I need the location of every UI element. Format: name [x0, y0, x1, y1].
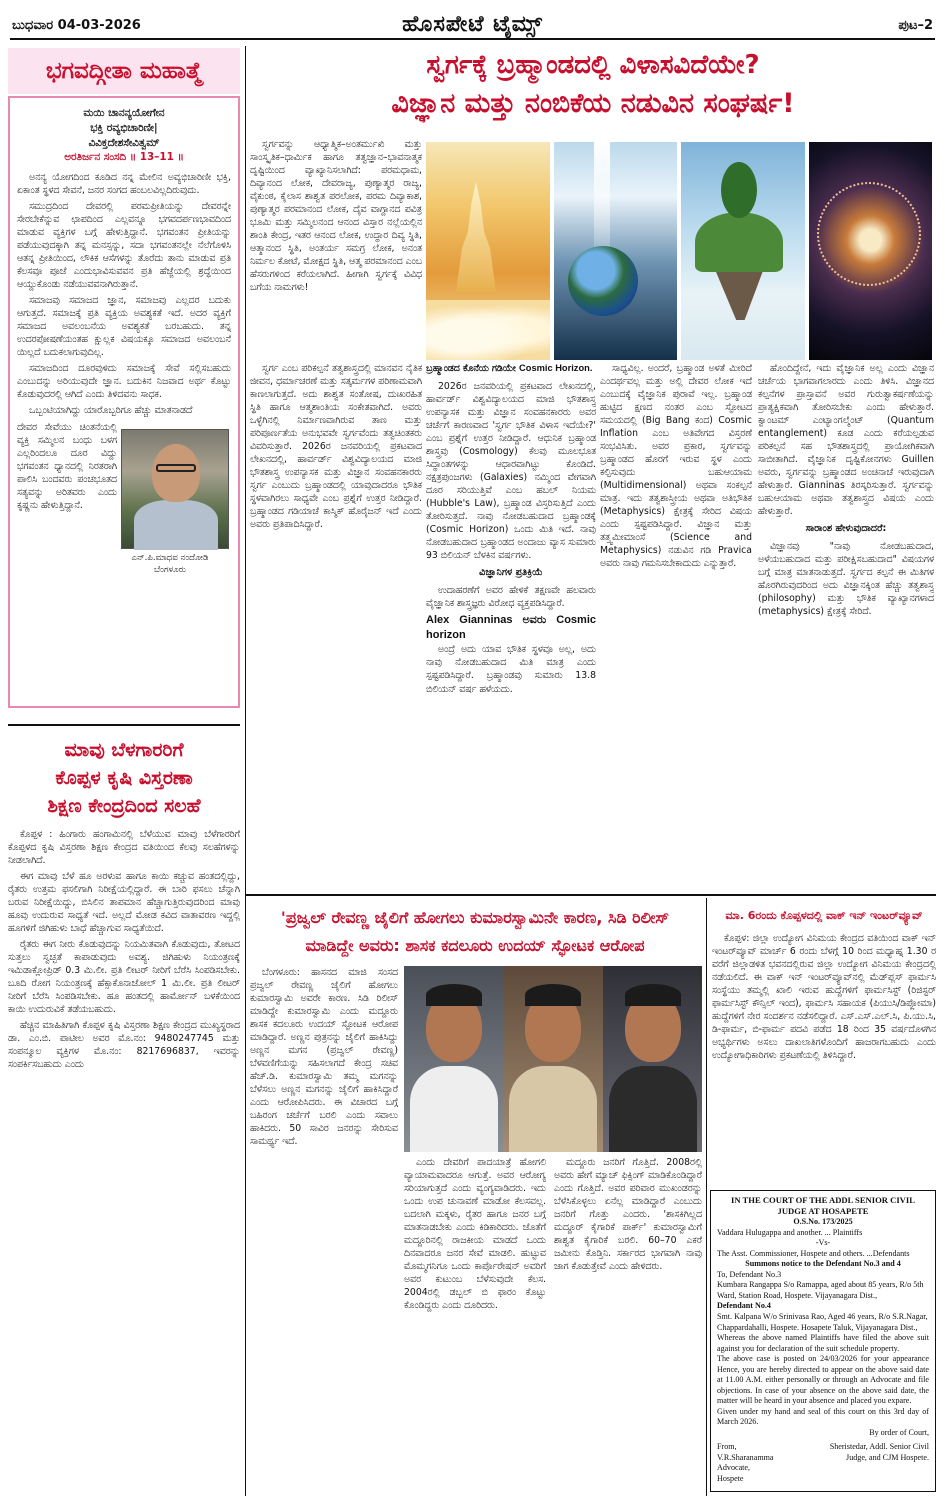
subheading: ಸಾರಾಂಶ ಹೇಳುವುದಾದರೆ: [805, 523, 887, 535]
politician-portrait [503, 966, 602, 1152]
paragraph: ಬೆಂಗಳೂರು: ಹಾಸನದ ಮಾಜಿ ಸಂಸದ ಪ್ರಜ್ವಲ್ ರೇವಣ್ಣ ಜೈಲಿಗೆ ಹೋಗಲು ಕುಮಾರಸ್ವಾಮಿ ಅವರೇ ಕಾರಣ. ಸಿಡಿ ರಿಲೀಸ್ ಮಾಡಿದ್ದೇ ಕುಮಾರಸ್ವಾಮಿ ಎಂದು ಮದ್ದೂರು ಶಾಸಕ ಕದಲೂರು ಉದಯ್ ಸ್ಫೋಟಕ ಆರೋಪ ಮಾಡಿದ್ದಾರೆ. ಅಣ್ಣನ ಪುತ್ರನನ್ನು ಜೈಲಿಗೆ ಹಾಕಿಸಿದ್ದು ಅಣ್ಣನ ಮಗನ (ಪ್ರಜ್ವಲ್ ರೇವಣ್ಣ) ಬೆಳವಣಿಗೆಯನ್ನು ಸಹಿಸಲಾಗದೆ ಕೇಂದ್ರ ಸಚಿವ ಹೆಚ್.ಡಿ. ಕುಮಾರಸ್ವಾಮಿ ತಮ್ಮ ಮಗನನ್ನು ಬೆಳೆಸಲು ಅಣ್ಣನ ಮಗನನ್ನು ಜೈಲಿಗೆ ಹಾಕಿಸಿದ್ದಾರೆ ಎಂದು ಆರೋಪಿಸಿದರು. ಈ ವಿಚಾರದ ಬಗ್ಗೆ ಬಹಿರಂಗ ಚರ್ಚೆಗೆ ಬರಲಿ ಎಂದು ಸವಾಲು ಹಾಕಿದರು. 50 ಸಾವಿರ ಜನರನ್ನು ಸೇರಿಸುವ ಸಾಮರ್ಥ್ಯ ಇದೆ. [250, 967, 398, 1148]
verse-line: ಭಕ್ತಿ ರವ್ಯಭಿಚಾರಿಣೀ| [90, 121, 158, 134]
cosmic-horizon-image [809, 142, 933, 360]
politicians-photo [404, 966, 702, 1152]
caption-text: ಬ್ರಹ್ಮಾಂಡದ ಕೊನೆಯ ಗಡಿಯೇ [426, 363, 516, 374]
krishi-body [8, 828, 240, 1488]
swarga-column [426, 380, 596, 880]
newspaper-brand: ಹೊಸಪೇಟೆ ಟೈಮ್ಸ್ [402, 12, 543, 37]
swarga-column [758, 362, 934, 878]
image-caption [426, 362, 596, 375]
defendant-4-label: Defendant No.4 [717, 1301, 771, 1311]
paragraph: ಅಂದ್ರೆ ಅದು ಯಾವ ಭೌತಿಕ ಸ್ಥಳವೂ ಅಲ್ಲ, ಅದು ನಾವು ನೋಡಬಹುದಾದ ಮಿತಿ ಮಾತ್ರ ಎಂದು ಸ್ಪಷ್ಟಪಡಿಸಿದ್ದಾರೆ. ಬ್ರಹ್ಮಾಂಡವು ಸುಮಾರು 13.8 ಬಿಲಿಯನ್ ವರ್ಷ ಹಳೆಯದು. [426, 644, 596, 695]
defendant-3-address: Kumbara Rangappa S/o Ramappa, aged about 85 years, R/o 5th Ward, Station Road, Hospete. Vijayanagara Dist., [717, 1280, 924, 1300]
gita-header [8, 48, 240, 94]
krishi-headline [8, 736, 240, 820]
walkin-body [712, 932, 936, 1186]
paragraph: ರೈತರು ಈಗ ನೀರು ಕೊಡುವುದನ್ನು ನಿಯಮಿತವಾಗಿ ಕೊಡುವುದು, ತೋಟದ ಸುತ್ತಲು ಸ್ವಚ್ಛತೆ ಕಾಪಾಡುವುದು ಅವಶ್ಯ. ಜಿಗಿಹುಳು ನಿಯಂತ್ರಣಕ್ಕೆ ಇಮಿಡಾಕ್ಲೋಪ್ರಿಡ್ 0.3 ಮಿ.ಲೀ. ಪ್ರತಿ ಲೀಟರ್ ನೀರಿಗೆ ಬೆರೆಸಿ ಸಿಂಪಡಿಸಬೇಕು. ಬೂದಿ ರೋಗ ನಿಯಂತ್ರಣಕ್ಕೆ ಹೆಕ್ಸಾಕೊನಾಜೋಲ್ 1 ಮಿ.ಲೀ. ಪ್ರತಿ ಲೀಟರ್ ನೀರಿಗೆ ಬೆರೆಸಿ ಸಿಂಪಡಿಸಬೇಕು. ಹೂ ಹಂತದಲ್ಲಿ ಹಾರ್ಮೋನ್ ಬಳಕೆಯಿಂದ ಕಾಯಿ ಉದುರುವಿಕೆ ತಡೆಯಬಹುದು. [8, 939, 240, 1016]
section-divider [8, 724, 240, 726]
paragraph: ಕೊಪ್ಪಳ : ಹಿಂಗಾರು ಹಂಗಾಮಿನಲ್ಲಿ ಬೆಳೆಯುವ ಮಾವು ಬೆಳೆಗಾರರಿಗೆ ಕೊಪ್ಪಳದ ಕೃಷಿ ವಿಸ್ತರಣಾ ಶಿಕ್ಷಣ ಕೇಂದ್ರದ ವತಿಯಿಂದ ಕೆಲವು ಸಲಹೆಗಳನ್ನು ನೀಡಲಾಗಿದೆ. [8, 829, 240, 867]
defendant-4-address: Smt. Kalpana W/o Srinivasa Rao, Aged 46 years, R/o S.R.Nagar, Chappardahalli, Hospete. Hosapete Taluk, Vijayanagara Dist., [717, 1311, 928, 1332]
notice-paragraph: The above case is posted on 24/03/2026 for your appearance Hence, you are hereby directed to appear on the above said date at 11.00 A.M. either personally or through an Advocate and file objections. In case of your absence on the above said date, the matter will be heard in your absence and placed you expare. [717, 1354, 929, 1406]
prajwal-column [250, 966, 398, 1492]
paragraph: 2026ರ ಜನವರಿಯಲ್ಲಿ ಪ್ರಕಟವಾದ ಲೇಖನದಲ್ಲಿ, ಹಾರ್ವರ್ಡ್ ವಿಶ್ವವಿದ್ಯಾಲಯದ ಮಾಜಿ ಭೌತಶಾಸ್ತ್ರ ಉಪನ್ಯಾಸಕ ಮತ್ತು ವಿಜ್ಞಾನ ಸಂವಹನಕಾರರು ಅವರ ಚರ್ಚೆಗೆ ಕಾರಣವಾದ 'ಸ್ವರ್ಗ ಭೌತಿಕ ವಿಳಾಸ ಇದೆಯೇ?' ಎಂಬ ಪ್ರಶ್ನೆಗೆ ಉತ್ತರ ನೀಡಿದ್ದಾರೆ. ಆಧುನಿಕ ಬ್ರಹ್ಮಾಂಡ ಶಾಸ್ತ್ರವು (Cosmology) ಕೆಲವು ಮೂಲಭೂತ ಸಿದ್ಧಾಂತಗಳನ್ನು ಆಧಾರವಾಗಿಟ್ಟು ಕೊಂಡಿದೆ. ನಕ್ಷತ್ರಪುಂಜಗಳು (Galaxies) ನಮ್ಮಿಂದ ವೇಗವಾಗಿ ದೂರ ಸರಿಯುತ್ತಿವೆ ಎಂಬ ಹಬಲ್ ನಿಯಮ (Hubble's Law), ಬ್ರಹ್ಮಾಂಡ ವಿಸ್ತರಿಸುತ್ತಿದೆ ಎಂದು ತೋರಿಸುತ್ತದೆ. ನಾವು ನೋಡಬಹುದಾದ ಬ್ರಹ್ಮಾಂಡಕ್ಕೆ (Cosmic Horizon) ಒಂದು ಮಿತಿ ಇದೆ. ನಾವು ನೋಡಬಹುದಾದ ಬ್ರಹ್ಮಾಂಡದ ಅಂದಾಜು ವ್ಯಾಸ ಸುಮಾರು 93 ಬಿಲಿಯನ್ ಬೆಳಕಿನ ವರ್ಷಗಳು. [426, 381, 596, 562]
author-byline [115, 553, 225, 576]
headline-line: ವಿಜ್ಞಾನ ಮತ್ತು ನಂಬಿಕೆಯ ನಡುವಿನ ಸಂಘರ್ಷ! [391, 88, 795, 119]
case-number: O.S.No. 173/2025 [793, 1217, 853, 1227]
summons-heading: Summons notice to the Defendant No.3 and 4 [745, 1259, 901, 1269]
signature-block [717, 1442, 929, 1484]
prajwal-column [404, 1156, 546, 1492]
paragraph: ಸಾಧ್ಯವಿಲ್ಲ. ಅಂದರೆ, ಬ್ರಹ್ಮಾಂಡ ಅಳತೆ ಮೀರಿದೆ ಎಂದರ್ಥವಲ್ಲ ಮತ್ತು ಅಲ್ಲಿ ದೇವರ ಲೋಕ ಇದೆ ಎಂಬುದಕ್ಕೆ ವೈಜ್ಞಾನಿಕ ಪುರಾವೆ ಇಲ್ಲ. ಬ್ರಹ್ಮಾಂಡ ಹುಟ್ಟಿದ ಕ್ಷಣದ ನಂತರ ಎಂಬ ಸ್ಫೋಟದ ಸಮಯದಲ್ಲಿ (Big Bang ಕಂದ) Cosmic Inflation ಎಂಬ ಅತಿವೇಗದ ವಿಸ್ತರಣೆ ಸಂಭವಿಸಿತು. ಅವರ ಪ್ರಕಾರ, ಸ್ವರ್ಗವನ್ನು ಬ್ರಹ್ಮಾಂಡದ ಹೊರಗೆ ಇರುವ ಸ್ಥಳ ಎಂದು ಕಲ್ಪಿಸುವುದು ಬಹುಆಯಾಮ (Multidimensional) ಅಥವಾ ಸಂಕಲ್ಪನೆ ಮಾತ್ರ. ಇದು ತತ್ವಶಾಸ್ತ್ರೀಯ ಅಥವಾ ಅತಿಭೌತಿಕ (Metaphysics) ಕ್ಷೇತ್ರಕ್ಕೆ ಸೇರಿದ ವಿಷಯ ಎಂದು ಸ್ಪಷ್ಟಪಡಿಸಿದ್ದಾರೆ. ವಿಜ್ಞಾನ ಮತ್ತು ತತ್ತ್ವಮೀಮಾಂಸೆ (Science and Metaphysics) ನಡುವಿನ ಗಡಿ Pravica ಅವರು ನಾವು ಗಮನಿಸಬೇಕಾದುದು ಎನ್ನುತ್ತಾರೆ. [600, 363, 752, 570]
prajwal-column [554, 1156, 702, 1492]
court-title: IN THE COURT OF THE ADDL SENIOR CIVIL JUDGE AT HOSAPETE [731, 1195, 915, 1217]
earth-light-image [554, 142, 678, 360]
plaintiffs: Vaddara Hulugappa and another. ... Plaintiffs [717, 1227, 863, 1237]
golden-heaven-image [426, 142, 550, 360]
issue-date: ಬುಧವಾರ 04-03-2026 [12, 18, 141, 33]
defendant-3-label: To, Defendant No.3 [717, 1269, 782, 1279]
paragraph: ಸ್ವರ್ಗ ಎಂಬ ಪರಿಕಲ್ಪನೆ ತತ್ವಶಾಸ್ತ್ರದಲ್ಲಿ ಮಾನವನ ನೈತಿಕ ಜೀವನ, ಧರ್ಮಾಚರಣೆ ಮತ್ತು ಸತ್ಕರ್ಮಗಳ ಪರಿಣಾಮವಾಗಿ ಕಾಣಲಾಗುತ್ತದೆ. ಅದು ಶಾಶ್ವತ ಸಂತೋಷ, ದುಃಖರಹಿತ ಸ್ಥಿತಿ ಹಾಗೂ ಆತ್ಮಶಾಂತಿಯ ಸಂಕೇತವಾಗಿದೆ. ಅವರು ಒಳ್ಳೆಗಿನಲ್ಲಿ ನಿರ್ಮಾಣವಾಗಿರುವ ತಾಣ ಮತ್ತು ಪರಿಪೂರ್ಣತೆಯ ಅನುಭವವೇ ಸ್ವರ್ಗವೆಂದು ತತ್ವಚಿಂತಕರು ವಿವರಿಸುತ್ತಾರೆ. 2026ರ ಜನವರಿಯಲ್ಲಿ ಪ್ರಕಟವಾದ ಲೇಖನದಲ್ಲಿ, ಹಾರ್ವರ್ಡ್ ವಿಶ್ವವಿದ್ಯಾಲಯದ ಮಾಜಿ ಭೌತಶಾಸ್ತ್ರ ಉಪನ್ಯಾಸಕ ಮತ್ತು ವಿಜ್ಞಾನ ಸಂವಹನಕಾರರು ಸ್ವರ್ಗ ಎಂಬುದು ಬ್ರಹ್ಮಾಂಡದಲ್ಲಿ ಯಾವುದಾದರೂ ಭೌತಿಕ ಸ್ಥಳವಾಗಿರಲು ಸಾಧ್ಯವೇ ಎಂಬ ಪ್ರಶ್ನೆಗೆ ಉತ್ತರ ನೀಡಿದ್ದಾರೆ. ಬ್ರಹ್ಮಾಂಡದ ಗಡಿಯಾಚೆ ಕಾಸ್ಮಿಕ್ ಹೊರೈಜನ್ ಇದೆ ಎಂದು ಅವರು ಪ್ರತಿಪಾದಿಸಿದ್ದಾರೆ. [250, 363, 422, 531]
headline-line: 'ಪ್ರಜ್ವಲ್ ರೇವಣ್ಣ ಜೈಲಿಗೆ ಹೋಗಲು ಕುಮಾರಸ್ವಾಮಿನೇ ಕಾರಣ, ಸಿಡಿ ರಿಲೀಸ್ [280, 908, 670, 927]
versus: -Vs- [815, 1238, 831, 1248]
column-divider [706, 898, 707, 1496]
paragraph: ಸ್ವರ್ಗವನ್ನು ಆಧ್ಯಾತ್ಮಿಕ–ಅಂತರ್ಮುಖಿ ಮತ್ತು ಸಾಂಸ್ಕೃತಿಕ–ಧಾರ್ಮಿಕ ಹಾಗೂ ತತ್ವಜ್ಞಾನ–ಭಾವನಾತ್ಮಕ ದೃಷ್ಟಿಯಿಂದ ವ್ಯಾಖ್ಯಾನಿಸಲಾಗಿದೆ: ಪರಮಧಾಮ, ದಿವ್ಯಾನಂದ ಲೋಕ, ದೇವರಾಜ್ಯ, ಪುಣ್ಯಾತ್ಮರ ರಾಜ್ಯ, ವೈಕುಂಠ, ಕೈಲಾಸ ಶಾಶ್ವತ ಪರಲೋಕ, ಪರಮ ದಿವ್ಯಾಕಾಶ, ಪುಣ್ಯಾತ್ಮರ ಪರಮಾನಂದ ಲೋಕ, ದೈವ ವಾಗ್ದಾನದ ಪವಿತ್ರ ಭೂಮಿ ಮತ್ತು ಸಮ್ಮಿಲನಂದ ಆನಂದ ವಿಸ್ತಾರ ನಲ್ಲೆಯಲ್ಲಿನ ಶಾಂತಿ ಕೇಂದ್ರ, ಇತರ ಆನಂದ ಲೋಕ, ಉದ್ಧಾರ ದಿವ್ಯ ಸ್ಥಿತಿ, ಆತ್ಮಾನಂದ ಸ್ಥಿತಿ, ಅಂತರ್ಯ ಸಮಗ್ರ ಲೋಕ, ಅನಂತ ನಿರ್ಮಲ ಕೋಟೆ, ಮೋಕ್ಷದ ಸ್ಥಿತಿ, ಆತ್ಮ ಪರಮಾನಂದ ಎಂಬ ಹೆಸರುಗಳಿಂದ ಕರೆಯಲಾಗಿದೆ. ಹೀಗಾಗಿ ಸ್ವರ್ಗಕ್ಕೆ ವಿವಿಧ ಬಗೆಯ ನಾಮಗಳು! [250, 139, 422, 294]
page-number: ಪುಟ–2 [898, 18, 933, 33]
sheristedar: Sheristedar, Addl. Senior Civil Judge, and CJM Hospete. [829, 1442, 929, 1462]
gita-title: ಭಗವದ್ಗೀತಾ ಮಹಾತ್ಮೆ [45, 58, 203, 84]
paragraph: ಸಮಾಜವು ಸಮಾಜದ ಜ್ಞಾನ, ಸಮಾಜವು ಎಲ್ಲದರ ಬದುಕು ಆಗುತ್ತದೆ. ಸಮಾಜಕ್ಕೆ ಪ್ರತಿ ವ್ಯಕ್ತಿಯ ಅವಶ್ಯಕತೆ ಇದೆ. ಅದರ ವ್ಯಕ್ತಿಗೆ ಸಮಾಜದ ಅವಲಂಬನೆಯ ಅವಶ್ಯಕತೆ ಬರಬಹುದು. ತನ್ನ ಉದರಪೋಷಣೆಯಂತಹ ಕ್ಷುಲ್ಲಕ ವಿಷಯಕ್ಕೂ ಸಮಾಜದ ಅವಲಂಬನೆ ಯಿಲ್ಲದೆ ಬದುಕಲಾಗುವುದಿಲ್ಲ. [17, 295, 231, 359]
order-of-court: By order of Court, [869, 1427, 929, 1437]
headline-line: ಸ್ವರ್ಗಕ್ಕೆ ಬ್ರಹ್ಮಾಂಡದಲ್ಲಿ ವಿಳಾಸವಿದೆಯೇ? [426, 50, 760, 80]
paragraph: ಸಮಾಜದಿಂದ ದೂರವುಳಿದು ಸಮಾಜಕ್ಕೆ ಸೇವೆ ಸಲ್ಲಿಸಬಹುದು ಎಂಬುದನ್ನು ಅರಿಯುವುದೇ ಜ್ಞಾನ. ಬದುಕಿನ ನಿಜವಾದ ಅರ್ಥ ಕೊಟ್ಟು ಕೊಡುವುದರಲ್ಲಿ ಆಗಿದೆ ಎಂದು ತಿಳಿದವನು ಸಾಧಕ. [17, 363, 231, 401]
paragraph: ಉದಾಹರಣೆಗೆ ಅವರ ಹೇಳಿಕೆ ತಕ್ಷಣವೇ ಹಲವಾರು ವೈಜ್ಞಾನಿಕ ಶಾಸ್ತ್ರಜ್ಞರು ವಿರೋಧ ವ್ಯಕ್ತಪಡಿಸಿದ್ದಾರೆ. [426, 584, 596, 609]
paragraph: ಒಬ್ಬಂಟಿಯಾಗಿದ್ದು ಯಾರೊಬ್ಬರಿಗೂ ಹೆಚ್ಚು ಮಾತನಾಡದೆ [29, 405, 193, 417]
notice-paragraph: Whereas the above named Plaintiffs have filed the above suit against you for declaration of the suit schedule property. [717, 1333, 929, 1353]
headline-line: ಮಾವು ಬೆಳಗಾರರಿಗೆ [64, 739, 184, 761]
notice-paragraph: Given under my hand and seal of this court on this 3rd day of March 2026. [717, 1406, 929, 1427]
author-name: ಎನ್.ಪಿ.ಮಾಧವ ನಂದೋಡಿ [131, 553, 209, 564]
author-city: ಬೆಂಗಳೂರು [153, 564, 187, 575]
floating-island-image [681, 142, 805, 360]
swarga-column [600, 362, 752, 878]
masthead [10, 8, 935, 40]
author-photo [121, 429, 229, 549]
swarga-headline [250, 46, 936, 124]
subheading: ವಿಜ್ಞಾನಿಗಳ ಪ್ರತಿಕ್ರಿಯೆ [479, 567, 543, 579]
paragraph: ದೇವರ ಸೇವೆಯು ಚಿಂತನೆಯಲ್ಲಿ ವ್ಯಕ್ತಿ ಸಮ್ಮಿಲನ ಬಂಧು ಬಳಗ ಎಲ್ಲರಿಂದಲೂ ದೂರ ವಿದ್ದು ಭಗವಂತನ ಧ್ಯಾನದಲ್ಲಿ ನಿರತರಾಗಿ ಪಾಲಿಸಿ ಬಂದವರು ಪಂಚಭೂತದ ಸತ್ಯವನ್ನು ಅರಿತವರು ಎಂದು ಕೃಷ್ಣನು ಹೇಳುತ್ತಿದ್ದಾನೆ. [17, 422, 117, 512]
politician-portrait [404, 966, 503, 1152]
advocate: V.R.Sharanamma Advocate, Hospete [717, 1452, 774, 1483]
caption-english: Cosmic Horizon. [519, 363, 593, 373]
headline-line: ಕೊಪ್ಪಳ ಕೃಷಿ ವಿಸ್ತರಣಾ [55, 767, 193, 789]
paragraph: ಅನನ್ಯ ಯೋಗದಿಂದ ಕೂಡಿದ ನನ್ನ ಮೇಲಿನ ಅವ್ಯಭಿಚಾರಿಣೀ ಭಕ್ತಿ, ಏಕಾಂತ ಸ್ಥಳದ ಸೇವನೆ, ಜನರ ಸಂಗದ ಹಂಬಲವಿಲ್ಲದಿರುವುದು. [17, 172, 231, 197]
section-divider [246, 894, 936, 896]
swarga-column [250, 138, 422, 358]
column-divider [245, 46, 246, 1496]
gita-body [17, 171, 231, 417]
paragraph: ಸಮುದ್ರದಿಂದ ದೇವರಲ್ಲಿ ಪರಮಪ್ರೀತಿಯನ್ನು ದೇವರನ್ನೇ ಸೇರಬೇಕೆನ್ನುವ ಛಾಪದಿಂದ ಎಲ್ಲವನ್ನೂ ಭಗವದರ್ಪಣಭಾವದಿಂದ ಮಾಡುವ ವ್ಯಕ್ತಿಗಳ ಬಗ್ಗೆ ಹೇಳುತ್ತಿದ್ದಾನೆ. ಭಗವಂತನ ಪ್ರೀತಿಯನ್ನು ಪಡೆಯುವುದಕ್ಕಾಗಿ ತನ್ನ ಮನಸ್ಸನ್ನು, ಸದಾ ಭಗವಂತನಲ್ಲೇ ನೆಲೆಗೊಳಿಸಿ ಆತನ್ನ ಪ್ರೀತಿಯಿಂದ, ಲೌಕಿಕ ಆಸೆಗಳನ್ನು ತೊರೆದು ತಾನು ಮಾಡುವ ಪ್ರತಿ ಕೆಲಸವೂ ಪೂಜೆ ಎಂದುಭಾವಿಸುವವನ ಪ್ರತಿ ಹೆಜ್ಜೆಯಲ್ಲಿ ಶ್ರದ್ಧೆಯಿಂದ ಆಯ್ದುಕೊಂಡು ನಡೆಯುವವನಾಗಿರುತ್ತಾನೆ. [17, 201, 231, 291]
paragraph: ಹೆಚ್ಚಿನ ಮಾಹಿತಿಗಾಗಿ ಕೊಪ್ಪಳ ಕೃಷಿ ವಿಸ್ತರಣಾ ಶಿಕ್ಷಣ ಕೇಂದ್ರದ ಮುಖ್ಯಸ್ಥರಾದ ಡಾ. ಎಂ.ಬಿ. ಪಾಟೀಲ ಅವರ ಮೊ.ನಂ: 9480247745 ಮತ್ತು ಸಂಪನ್ಮೂಲ ವ್ಯಕ್ತಿಗಳ ಮೊ.ನಂ: 8217696837, ಇವರನ್ನು ಸಂಪರ್ಕಿಸಬಹುದು ಎಂದು [8, 1020, 240, 1071]
headline-line: ಮಾಡಿದ್ದೇ ಅವರು: ಶಾಸಕ ಕದಲೂರು ಉದಯ್ ಸ್ಫೋಟಕ ಆರೋಪ [305, 936, 645, 955]
paragraph: ವಿಜ್ಞಾನವು "ನಾವು ನೋಡಬಹುದಾದ, ಅಳೆಯಬಹುದಾದ ಮತ್ತು ಪರೀಕ್ಷಿಸಬಹುದಾದ" ವಿಷಯಗಳ ಬಗ್ಗೆ ಮಾತ್ರ ಮಾತನಾಡುತ್ತದೆ. ಸ್ವರ್ಗದ ಕಲ್ಪನೆ ಈ ಮಿತಿಗಳ ಹೊರಗಿರುವುದರಿಂದ ಅದು ವಿಜ್ಞಾನಕ್ಕಿಂತ ಹೆಚ್ಚು ತತ್ವಶಾಸ್ತ್ರ (philosophy) ಮತ್ತು ಭೌತಿಕ ವ್ಯಾಖ್ಯಾನಗಳಾದ (metaphysics) ಕ್ಷೇತ್ರಕ್ಕೆ ಸೇರಿದೆ. [758, 540, 934, 617]
paragraph: ಹೊಂದಿದ್ದೇನೆ, ಇದು ವೈಜ್ಞಾನಿಕ ಅಲ್ಲ ಎಂದು ವಿಜ್ಞಾನ ಚರ್ಚೆಯ ಭಾಗವಾಗಲಾರದು ಎಂದು ತಿಳಿಸಿ. ವಿಜ್ಞಾನದ ಕಲ್ಪನೆಗಳ ಪ್ರಾಸ್ತಾವನೆ ಅವರ ಗುರುತ್ವಾಕರ್ಷಣೆಯನ್ನು ಪ್ರಾತ್ಯಕ್ಷಿಕವಾಗಿ ತೋರಿಸಬೇಕು ಎಂದು ಹೇಳುತ್ತಾರೆ. ಕ್ವಾಂಟಮ್ ಎಂಟ್ಯಾಂಗಲ್ಮೆಂಟ್ (Quantum entanglement) ಕೂಡ ಎಂದು ಕರೆಯಲ್ಪಡುವ ಪರಿಕಲ್ಪನೆ ಸಹ ಭೌತಶಾಸ್ತ್ರದಲ್ಲಿ ಪ್ರಾಯೋಗಿಕವಾಗಿ ಸಾಬೀತಾಗಿದೆ. ವೈಜ್ಞಾನಿಕ ದೃಷ್ಟಿಕೋನಗಳು Guillen ಅವರು, ಸ್ವರ್ಗವನ್ನು ಬ್ರಹ್ಮಾಂಡದ ಅಂಚಿನಾಚೆ ಇರುವುದಾಗಿ ಹೇಳುತ್ತಾರೆ. Gianninas ತಿರಸ್ಕರಿಸುತ್ತಾರೆ. ಸ್ವರ್ಗವನ್ನು ಬಹುಆಯಾಮ ಅಥವಾ ತತ್ವಶಾಸ್ತ್ರದ ವಿಷಯ ಎಂದು ಹೇಳುತ್ತಾರೆ. [758, 363, 934, 518]
verse-line: ಅರತಿರ್ಜನ ಸಂಸದಿ ॥ 13–11 ॥ [64, 151, 184, 164]
walkin-headline: ಮಾ. 6ರಂದು ಕೊಪ್ಪಳದಲ್ಲಿ ವಾಕ್ ಇನ್ ಇಂಟರ್‌ವ್ಯೂವ್ [725, 909, 923, 922]
swarga-column [250, 362, 422, 878]
prajwal-headline [250, 904, 700, 960]
headline-line: ಶಿಕ್ಷಣ ಕೇಂದ್ರದಿಂದ ಸಲಹೆ [47, 795, 201, 817]
gita-article [8, 96, 240, 708]
gita-verse [17, 106, 231, 165]
from-label: From, [717, 1442, 737, 1452]
verse-line: ವಿವಿಕ್ತದೇಶಸೇವಿತ್ವಮ್ [88, 136, 160, 149]
paragraph: ಮದ್ದೂರು ಜನರಿಗೆ ಗೊತ್ತಿದೆ. 2008ರಲ್ಲಿ ಅವರು ಹೇಗೆ ಮ್ಯಾಚ್ ಫಿಕ್ಸಿಂಗ್ ಮಾಡಿಕೊಂಡಿದ್ದಾರೆ ಎಂದು ಗೊತ್ತಿದೆ. ಅವರ ಪರಿವಾರ ಮುಖಂಡರನ್ನು ಬೆಳೆಸಿಕೊಳ್ಳಲು ಏನೆಲ್ಲ ಮಾಡಿದ್ದಾರೆ ಎಂಬುದು ಜನರಿಗೆ ಗೊತ್ತು ಎಂದರು. 'ಶಾಸಕಿಗಿಲ್ಲದ ಮದ್ದೂರ್ ಕೈಗಾರಿಕೆ ಪಾರ್ಕ್' ಕುಮಾರಸ್ವಾಮಿಗೆ ಶಾಶ್ವತ ಕೈಗಾರಿಕೆ ಬರಲಿ. 60–70 ಎಕರೆ ಜಮೀನು ಕೊಡ್ತಿನಿ. ಸರ್ಕಾರದ ಭಾಗವಾಗಿ ನಾವು ಜಾಗ ಕೊಡುತ್ತೇವೆ ಎಂದು ಹೇಳಿದರು. [554, 1157, 702, 1273]
verse-line: ಮಯಿ ಚಾನನ್ಯಯೋಗೇನ [83, 107, 165, 119]
heaven-image-strip [426, 142, 932, 360]
court-notice [710, 1190, 936, 1492]
paragraph: ಕೊಪ್ಪಳ: ಜಿಲ್ಲಾ ಉದ್ಯೋಗ ವಿನಿಮಯ ಕೇಂದ್ರದ ವತಿಯಿಂದ ವಾಕ್ ಇನ್ ಇಂಟರ್‌ವ್ಯೂವ್ ಮಾರ್ಚ್ 6 ರಂದು ಬೆಳಗ್ಗೆ 10 ರಿಂದ ಮಧ್ಯಾಹ್ನ 1.30 ರ ವರೆಗೆ ಜಿಲ್ಲಾಡಳಿತ ಭವನದಲ್ಲಿರುವ ಜಿಲ್ಲಾ ಉದ್ಯೋಗ ವಿನಿಮಯ ಕೇಂದ್ರದಲ್ಲಿ ನಡೆಯಲಿದೆ. ಈ ವಾಕ್ ಇನ್ ಇಂಟರ್‌ವ್ಯೂವ್‌ನಲ್ಲಿ ಮೆಡ್‌ಪ್ಲಸ್ ಫಾರ್ಮಸಿ ಸಂಸ್ಥೆಯು ತಮ್ಮಲ್ಲಿ ಖಾಲಿ ಇರುವ ಹುದ್ದೆಗಳಿಗೆ ಫಾರ್ಮಸಿಸ್ಟ್ (ರಿಜಿಸ್ಟರ್ ಫಾರ್ಮಸಿಸ್ಟ್ ಕೌನ್ಸಿಲ್ ಇಂದ), ಫಾರ್ಮಸಿ ಸಹಾಯಕ (ಪಿಯುಸಿ/ಡಿಪ್ಲೋಮಾ) ಹುದ್ದೆಗಳಿಗೆ ನೇರ ಸಂದರ್ಶನ ನಡೆಸಲಿದ್ದಾರೆ. ಎಸ್.ಎಸ್.ಎಲ್.ಸಿ, ಪಿ.ಯು.ಸಿ, ಡಿ-ಫಾರ್ಮ, ಬಿ-ಫಾರ್ಮ ಪದವಿ ಪಡೆದ 18 ರಿಂದ 35 ವರ್ಷದೊಳಗಿನ ಅಭ್ಯರ್ಥಿಗಳು ಅಸಲು ದಾಖಲಾತಿಗಳೊಂದಿಗೆ ಹಾಜರಾಗಬಹುದು ಎಂದು ಉದ್ಯೋಗಾಧಿಕಾರಿಗಳು ಪ್ರಕಟಣೆಯಲ್ಲಿ ತಿಳಿಸಿದ್ದಾರೆ. [712, 933, 936, 1062]
scientist-name: Alex Gianninas ಅವರು Cosmic horizon [426, 613, 596, 642]
politician-portrait [603, 966, 702, 1152]
defendants: The Asst. Commissioner, Hospete and others. ...Defendants [717, 1248, 910, 1258]
paragraph: ಈಗ ಮಾವು ಬೆಳೆ ಹೂ ಅರಳುವ ಹಾಗೂ ಕಾಯಿ ಕಚ್ಚುವ ಹಂತದಲ್ಲಿದ್ದು, ರೈತರು ಉತ್ತಮ ಫಸಲಿಗಾಗಿ ನಿರೀಕ್ಷೆಯಲ್ಲಿದ್ದಾರೆ. ಈ ಬಾರಿ ಫಸಲು ಚೆನ್ನಾಗಿ ಬರುವ ನಿರೀಕ್ಷೆಯಿದ್ದು, ಬಿಸಿಲಿನ ತಾಪಮಾನ ಹೆಚ್ಚಾಗುತ್ತಿರುವುದರಿಂದ ಮಾವು ಹೂವು ಉದುರುವ ಸಾಧ್ಯತೆ ಇದೆ. ಅಲ್ಲದೆ ಮೋಡ ಕವಿದ ವಾತಾವರಣ ಇದ್ದಲ್ಲಿ ಹೂಗಳಿಗೆ ಜಿಗಿಹುಳು ಬಾಧೆ ಹೆಚ್ಚಾಗುವ ಸಾಧ್ಯತೆಯಿದೆ. [8, 871, 240, 935]
paragraph: ಎಂದು ದೇವರಿಗೆ ಪಾದಯಾತ್ರೆ ಹೋಗಲಿ ವ್ಯಾಯಾಮವಾದರೂ ಆಗುತ್ತೆ. ಅವರ ಆರೋಗ್ಯ ಸರಿಯಾಗುತ್ತದೆ ಎಂದು ವ್ಯಂಗ್ಯವಾಡಿದರು. ಇದು ಒಂದು ಉಪ ಚುನಾವಣೆ ಮಾಡೋ ಕೆಲಸವಲ್ಲ. ಬದಲಾಗಿ ಮಕ್ಕಳು, ರೈತರ ಹಾಗೂ ಜನರ ಬಗ್ಗೆ ಮಾತನಾಡಬೇಕು ಎಂದು ಕಿಡಿಕಾರಿದರು. ಜೊತೆಗೆ ಮದ್ದೂರಿನಲ್ಲಿ ರಾಜಕೀಯ ಮಾಡದೆ ಒಂದು ದಿನವಾದರೂ ಜನರ ಸೇವೆ ಮಾಡಲಿ. ಹುಟ್ಟುವ ಮೊಮ್ಮಗನಿಗೂ ಒಂದು ಕಾರ್ಪೊರೇಷನ್ ಅವರಿಗೆ ಅವರ ಕುಟುಂಬ ಬೆಳೆಸುವುದೇ ಕೆಲಸ. 2004ರಲ್ಲಿ ಡಬ್ಬಲ್ ಬಿ ಫಾರಂ ಕೊಟ್ಟು ಕೊಂಡಿದ್ದರು ಎಂದು ದೂರಿದರು. [404, 1157, 546, 1312]
author-block [17, 421, 231, 581]
